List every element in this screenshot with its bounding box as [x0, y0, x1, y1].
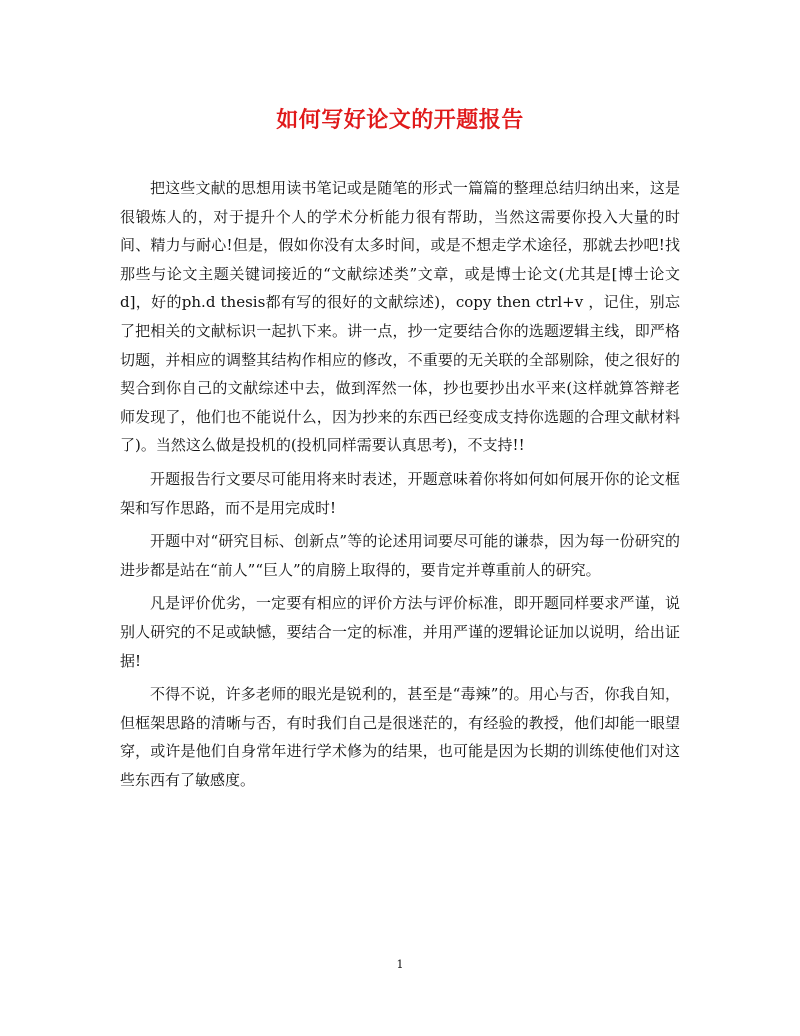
- paragraph-3: 开题中对“研究目标、创新点”等的论述用词要尽可能的谦恭，因为每一份研究的进步都是站在“前人”“巨人”的肩膀上取得的，要肯定并尊重前人的研究。: [120, 532, 680, 579]
- document-title: 如何写好论文的开题报告: [276, 107, 524, 133]
- document-body: [120, 174, 680, 799]
- paragraph-1: 把这些文献的思想用读书笔记或是随笔的形式一篇篇的整理总结归纳出来，这是很锻炼人的，对于提升个人的学术分析能力很有帮助，当然这需要你投入大量的时间、精力与耐心!但是，假如你没有太多时间，或是不想走学术途径，那就去抄吧!找那些与论文主题关键词接近的“文献综述类”文章，或是博士论文(尤其是[博士论文d]，好的ph.d thesis都有写的很好的文献综述)，copy then ctrl+v ，记住，别忘了把相关的文献标识一起扒下来。讲一点，抄一定要结合你的选题逻辑主线，即严格切题，并相应的调整其结构作相应的修改，不重要的无关联的全部剔除，使之很好的契合到你自己的文献综述中去，做到浑然一体，抄也要抄出水平来(这样就算答辩老师发现了，他们也不能说什么，因为抄来的东西已经变成支持你选题的合理文献材料了)。当然这么做是投机的(投机同样需要认真思考)，不支持!!: [120, 179, 680, 455]
- paragraph-2: 开题报告行文要尽可能用将来时表述，开题意味着你将如何如何展开你的论文框架和写作思路，而不是用完成时!: [120, 469, 680, 517]
- page-number: 1: [396, 958, 404, 971]
- paragraph-5: 不得不说，许多老师的眼光是锐利的，甚至是“毒辣”的。用心与否，你我自知，但框架思路的清晰与否，有时我们自己是很迷茫的，有经验的教授，他们却能一眼望穿，或许是他们自身常年进行学术修为的结果，也可能是因为长期的训练使他们对这些东西有了敏感度。: [120, 685, 680, 789]
- paragraph-4: 凡是评价优劣，一定要有相应的评价方法与评价标准，即开题同样要求严谨，说别人研究的不足或缺憾，要结合一定的标准，并用严谨的逻辑论证加以说明，给出证据!: [120, 594, 680, 670]
